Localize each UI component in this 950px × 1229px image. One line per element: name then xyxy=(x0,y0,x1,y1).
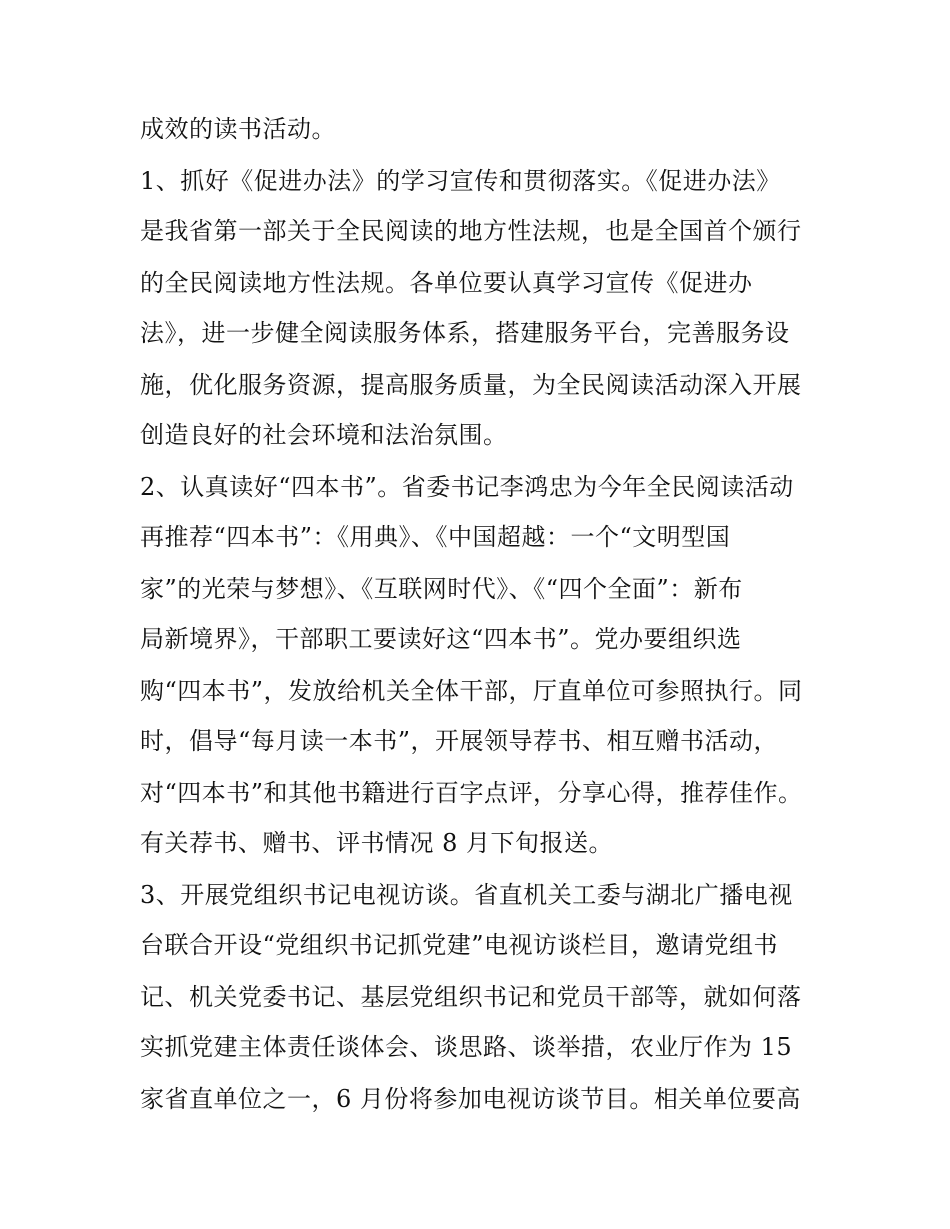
text-line: 购“四本书”，发放给机关全体干部，厅直单位可参照执行。同 xyxy=(140,677,803,705)
text-line: 实抓党建主体责任谈体会、谈思路、谈举措，农业厅作为 15 xyxy=(140,1033,793,1061)
text-line: 成效的读书活动。 xyxy=(140,115,336,143)
text-line: 2、认真读好“四本书”。省委书记李鸿忠为今年全民阅读活动 xyxy=(140,473,794,501)
text-line: 1、抓好《促进办法》的学习宣传和贯彻落实。《促进办法》 xyxy=(140,167,781,195)
text-line: 有关荐书、赠书、评书情况 8 月下旬报送。 xyxy=(140,829,614,857)
text-line: 再推荐“四本书”：《用典》、《中国超越：一个“文明型国 xyxy=(140,523,731,551)
text-line: 创造良好的社会环境和法治氛围。 xyxy=(140,421,508,449)
text-line: 家省直单位之一，6 月份将参加电视访谈节目。相关单位要高 xyxy=(140,1085,801,1113)
text-line: 3、开展党组织书记电视访谈。省直机关工委与湖北广播电视 xyxy=(140,881,793,909)
text-line: 台联合开设“党组织书记抓党建”电视访谈栏目，邀请党组书 xyxy=(140,931,779,959)
text-line: 施，优化服务资源，提高服务质量，为全民阅读活动深入开展 xyxy=(140,371,802,399)
text-line: 记、机关党委书记、基层党组织书记和党员干部等，就如何落 xyxy=(140,983,802,1011)
text-line: 的全民阅读地方性法规。各单位要认真学习宣传《促进办 xyxy=(140,269,753,297)
text-line: 时，倡导“每月读一本书”，开展领导荐书、相互赠书活动， xyxy=(140,727,779,755)
text-line: 对“四本书”和其他书籍进行百字点评，分享心得，推荐佳作。 xyxy=(140,779,803,807)
text-line: 局新境界》，干部职工要读好这“四本书”。党办要组织选 xyxy=(140,625,742,653)
text-line: 家”的光荣与梦想》、《互联网时代》、《“四个全面”：新布 xyxy=(140,575,743,603)
text-line: 是我省第一部关于全民阅读的地方性法规，也是全国首个颁行 xyxy=(140,217,802,245)
text-line: 法》，进一步健全阅读服务体系，搭建服务平台，完善服务设 xyxy=(140,319,790,347)
